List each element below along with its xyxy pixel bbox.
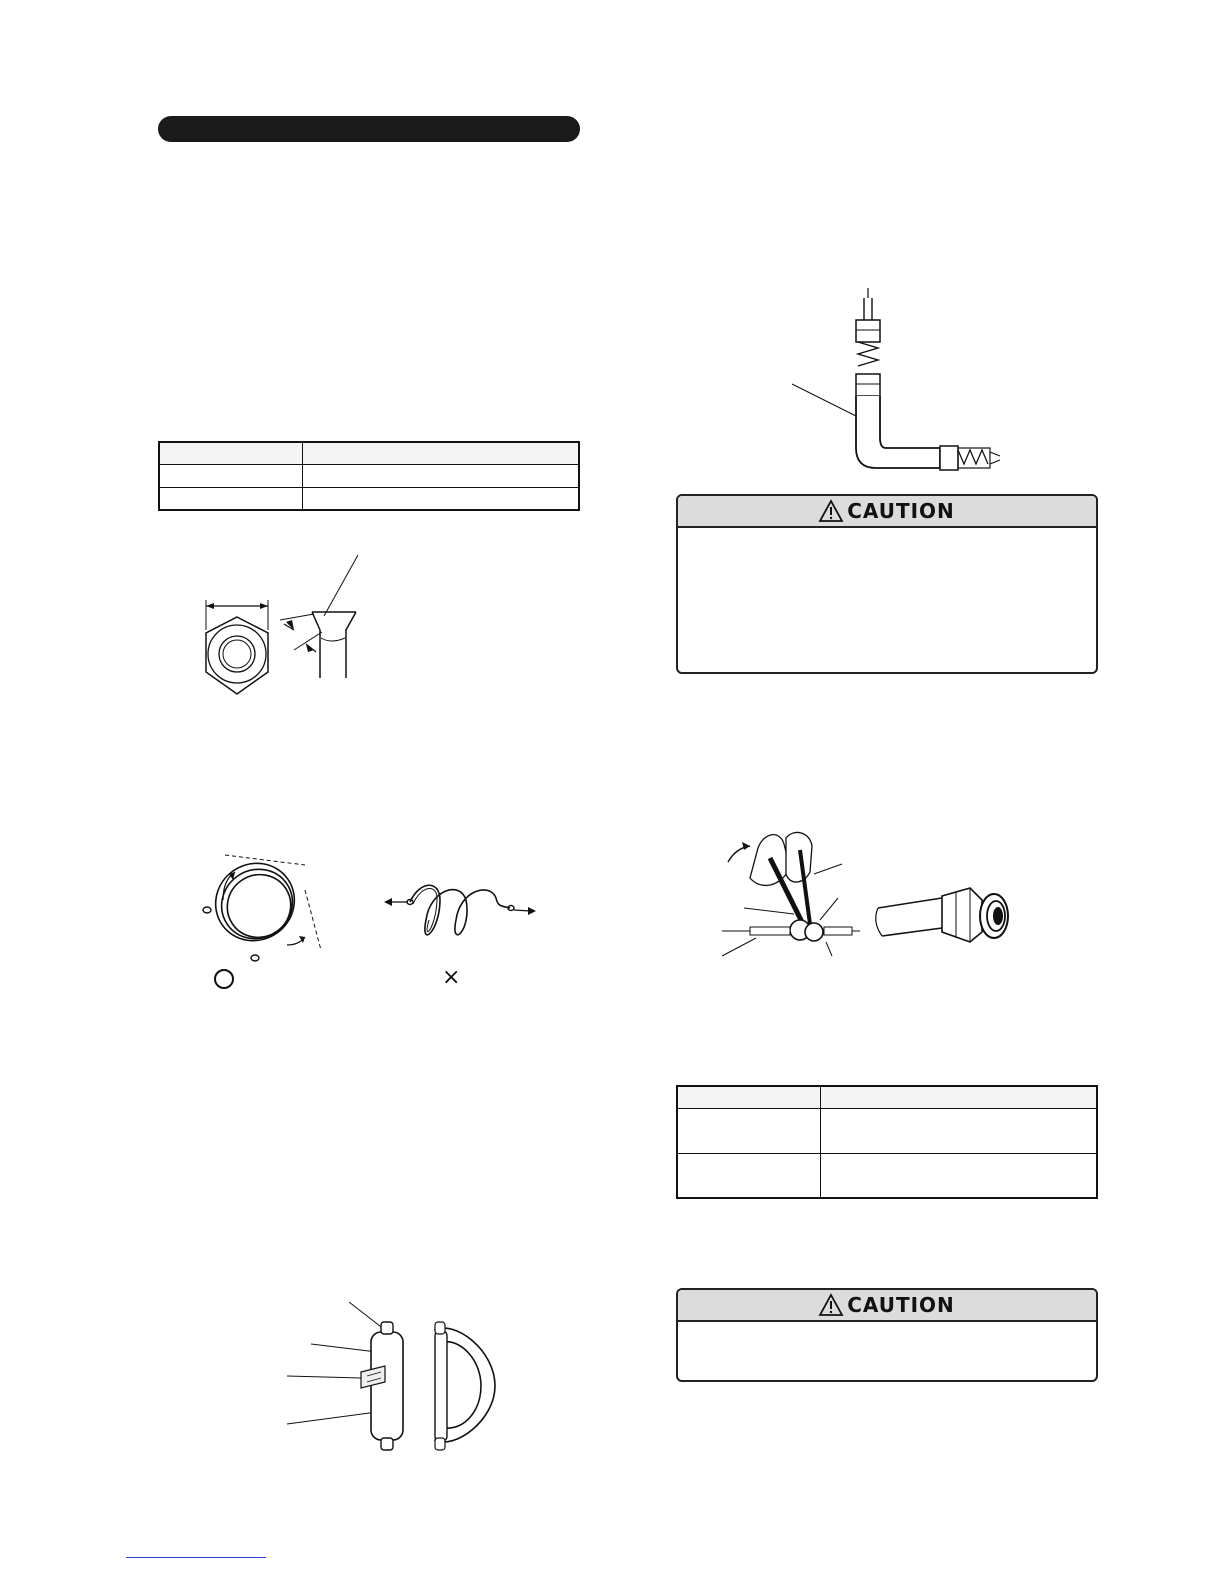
caution-label: CAUTION xyxy=(847,499,955,523)
caution-header xyxy=(678,1290,1096,1322)
warning-triangle-icon xyxy=(819,500,843,522)
elbow-pipe-diagram xyxy=(790,288,1010,478)
table-header-row xyxy=(159,442,579,464)
wrong-cross-icon: × xyxy=(442,965,461,990)
torque-wrench-figure xyxy=(720,828,1030,958)
flare-dimension-table xyxy=(158,441,580,511)
section-header-bar xyxy=(158,116,580,142)
flare-nut-diagram xyxy=(190,550,390,700)
table-row xyxy=(159,464,579,487)
caution-label: CAUTION xyxy=(847,1293,955,1317)
table-row xyxy=(677,1153,1097,1198)
caution-header xyxy=(678,496,1096,528)
footer-link[interactable] xyxy=(126,1557,266,1558)
pipe-coil-wrong-figure xyxy=(380,870,540,960)
caution-box-2 xyxy=(676,1288,1098,1382)
table-row xyxy=(677,1108,1097,1153)
table-header-row xyxy=(677,1086,1097,1108)
caution-box-1 xyxy=(676,494,1098,674)
correct-circle-icon xyxy=(213,968,235,990)
table-row xyxy=(159,487,579,510)
warning-triangle-icon xyxy=(819,1294,843,1316)
pipe-coil-correct-figure xyxy=(195,850,335,960)
flare-torque-table xyxy=(676,1085,1098,1199)
pipe-insulation-figure xyxy=(285,1300,505,1460)
